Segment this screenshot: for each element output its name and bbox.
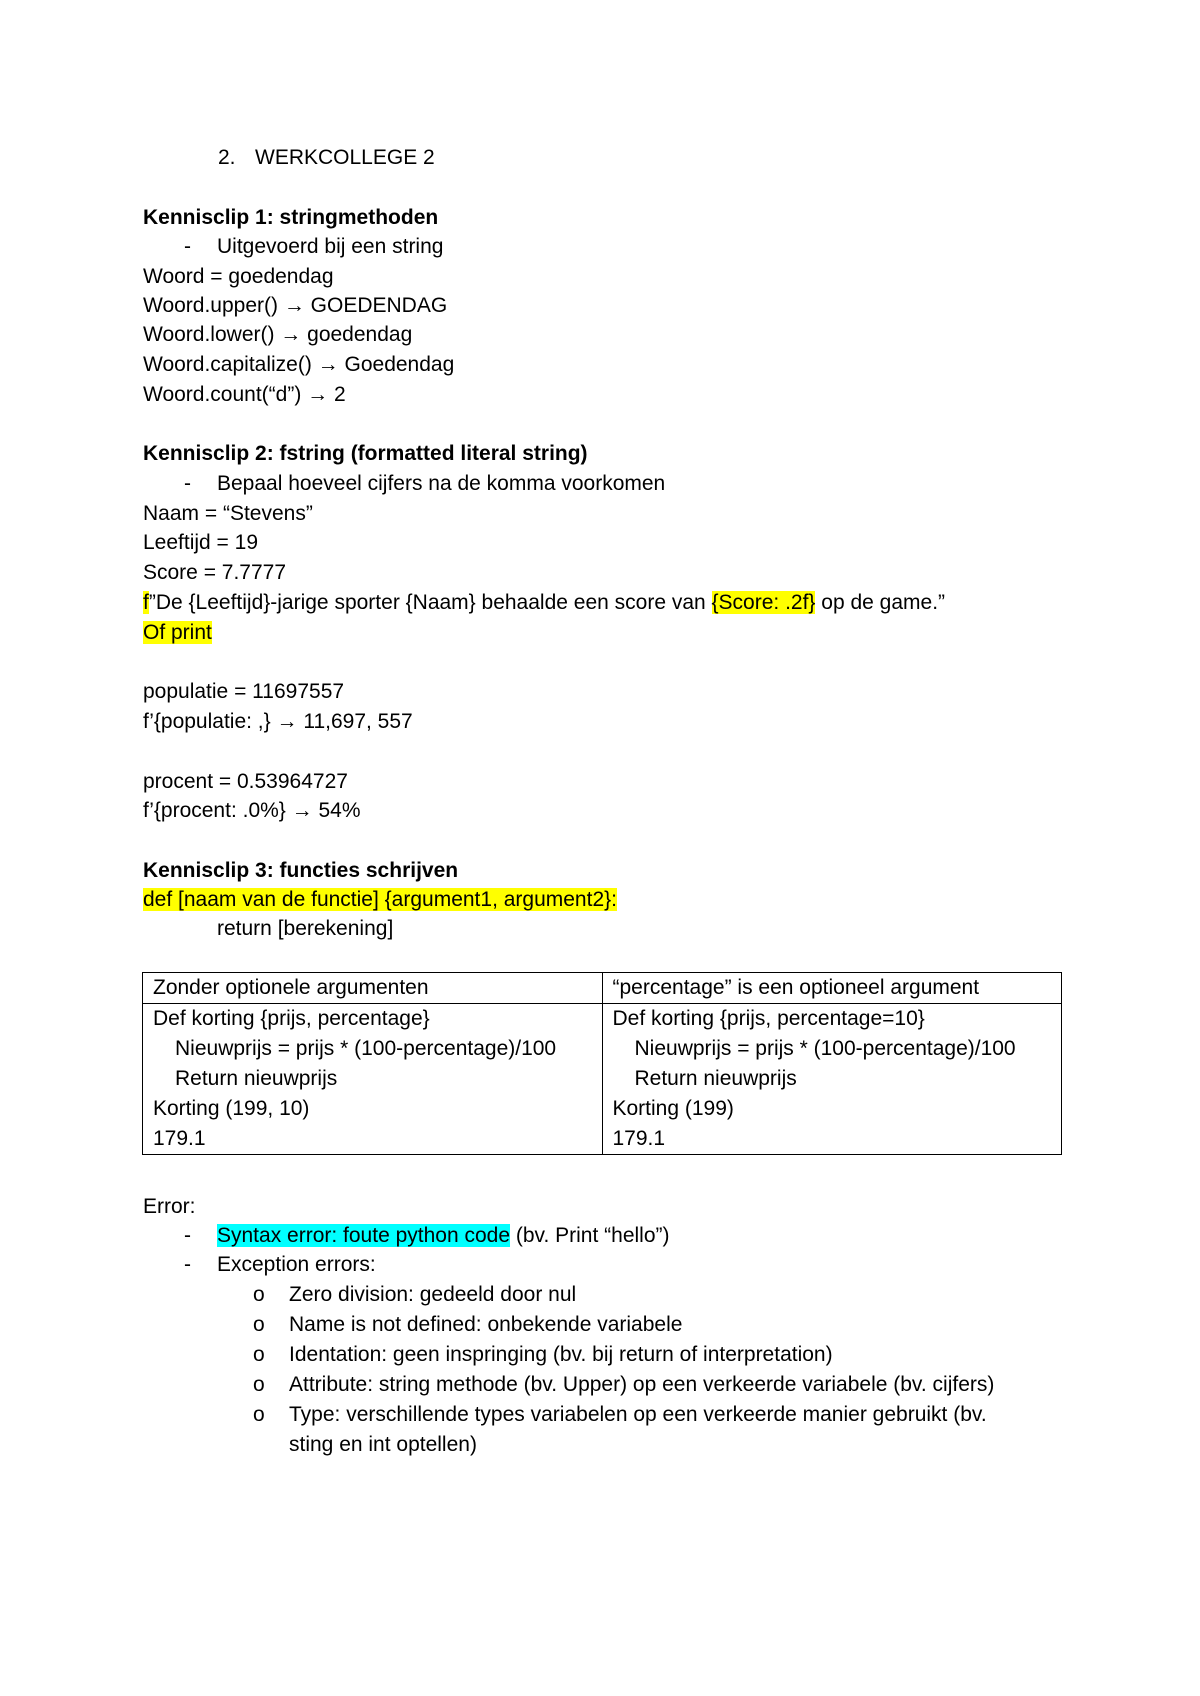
clip2-line: Naam = “Stevens” [143,502,313,525]
or-print: Of print [143,621,212,644]
procent-line: procent = 0.53964727 [143,770,348,793]
fstring-example [143,589,945,617]
code-line: Korting (199) [612,1097,734,1120]
exception-item: Name is not defined: onbekende variabele [289,1313,683,1336]
code-line: 179.1 [612,1127,666,1150]
dash-marker: - [184,1253,191,1276]
or-print-line [143,619,212,647]
code-line: Def korting {prijs, percentage} [153,1007,430,1030]
syntax-error-highlight: Syntax error: foute python code [217,1224,511,1247]
clip1-line: Woord.lower() → goedendag [143,323,413,346]
clip2-line: Leeftijd = 19 [143,531,259,554]
def-line [143,886,617,914]
section-number: 2. [218,146,236,169]
code-line: 179.1 [153,1127,206,1150]
circle-bullet: o [253,1373,265,1396]
dash-marker: - [184,472,191,495]
procent-fstring: f’{procent: .0%} → 54% [143,799,361,822]
dash-marker: - [184,235,191,258]
clip1-title: Kennisclip 1: stringmethoden [143,206,439,229]
clip1-line: Woord.upper() → GOEDENDAG [143,294,448,317]
exception-item: Type: verschillende types variabelen op een verkeerde manier gebruikt (bv. [289,1403,987,1426]
clip1-line: Woord.count(“d”) → 2 [143,383,346,406]
fstring-format-spec: {Score: .2f} [711,591,816,614]
table-cell-right [602,1004,1062,1155]
clip2-line: Score = 7.7777 [143,561,287,584]
clip1-bullet: Uitgevoerd bij een string [217,235,444,258]
code-line: Korting (199, 10) [153,1097,310,1120]
circle-bullet: o [253,1283,265,1306]
clip2-title: Kennisclip 2: fstring (formatted literal string) [143,442,588,465]
exception-item: Attribute: string methode (bv. Upper) op een verkeerde variabele (bv. cijfers) [289,1373,995,1396]
exception-item-continued: sting en int optellen) [289,1433,477,1456]
clip1-line: Woord.capitalize() → Goedendag [143,353,455,376]
exception-item: Identation: geen inspringing (bv. bij return of interpretation) [289,1343,833,1366]
exception-item: Zero division: gedeeld door nul [289,1283,577,1306]
clip3-title: Kennisclip 3: functies schrijven [143,859,459,882]
clip1-line: Woord = goedendag [143,265,334,288]
syntax-error-line [217,1222,670,1250]
dash-marker: - [184,1224,191,1247]
circle-bullet: o [253,1313,265,1336]
exception-errors: Exception errors: [217,1253,376,1276]
code-line: Def korting {prijs, percentage=10} [612,1007,925,1030]
code-line: Return nieuwprijs [175,1067,338,1090]
comparison-table [142,972,1062,1155]
populatie-fstring: f’{populatie: ,} → 11,697, 557 [143,710,413,733]
return-line: return [berekening] [217,917,394,940]
circle-bullet: o [253,1403,265,1426]
fstring-body: ”De {Leeftijd}-jarige sporter {Naam} behaalde een score van [148,591,712,614]
fstring-end: op de game.” [815,591,946,614]
circle-bullet: o [253,1343,265,1366]
code-line: Nieuwprijs = prijs * (100-percentage)/100 [634,1037,1016,1060]
syntax-error-example: (bv. Print “hello”) [510,1224,670,1247]
table-header: “percentage” is een optioneel argument [602,973,1062,1004]
section-title: WERKCOLLEGE 2 [255,146,435,169]
code-line: Nieuwprijs = prijs * (100-percentage)/100 [175,1037,557,1060]
clip2-bullet: Bepaal hoeveel cijfers na de komma voorkomen [217,472,666,495]
table-header: Zonder optionele argumenten [143,973,603,1004]
def-syntax: def [naam van de functie] {argument1, argument2}: [143,888,617,911]
fstring-prefix: f [143,591,149,614]
populatie-line: populatie = 11697557 [143,680,345,703]
code-line: Return nieuwprijs [634,1067,797,1090]
table-cell-left [143,1004,603,1155]
error-label: Error: [143,1195,196,1218]
